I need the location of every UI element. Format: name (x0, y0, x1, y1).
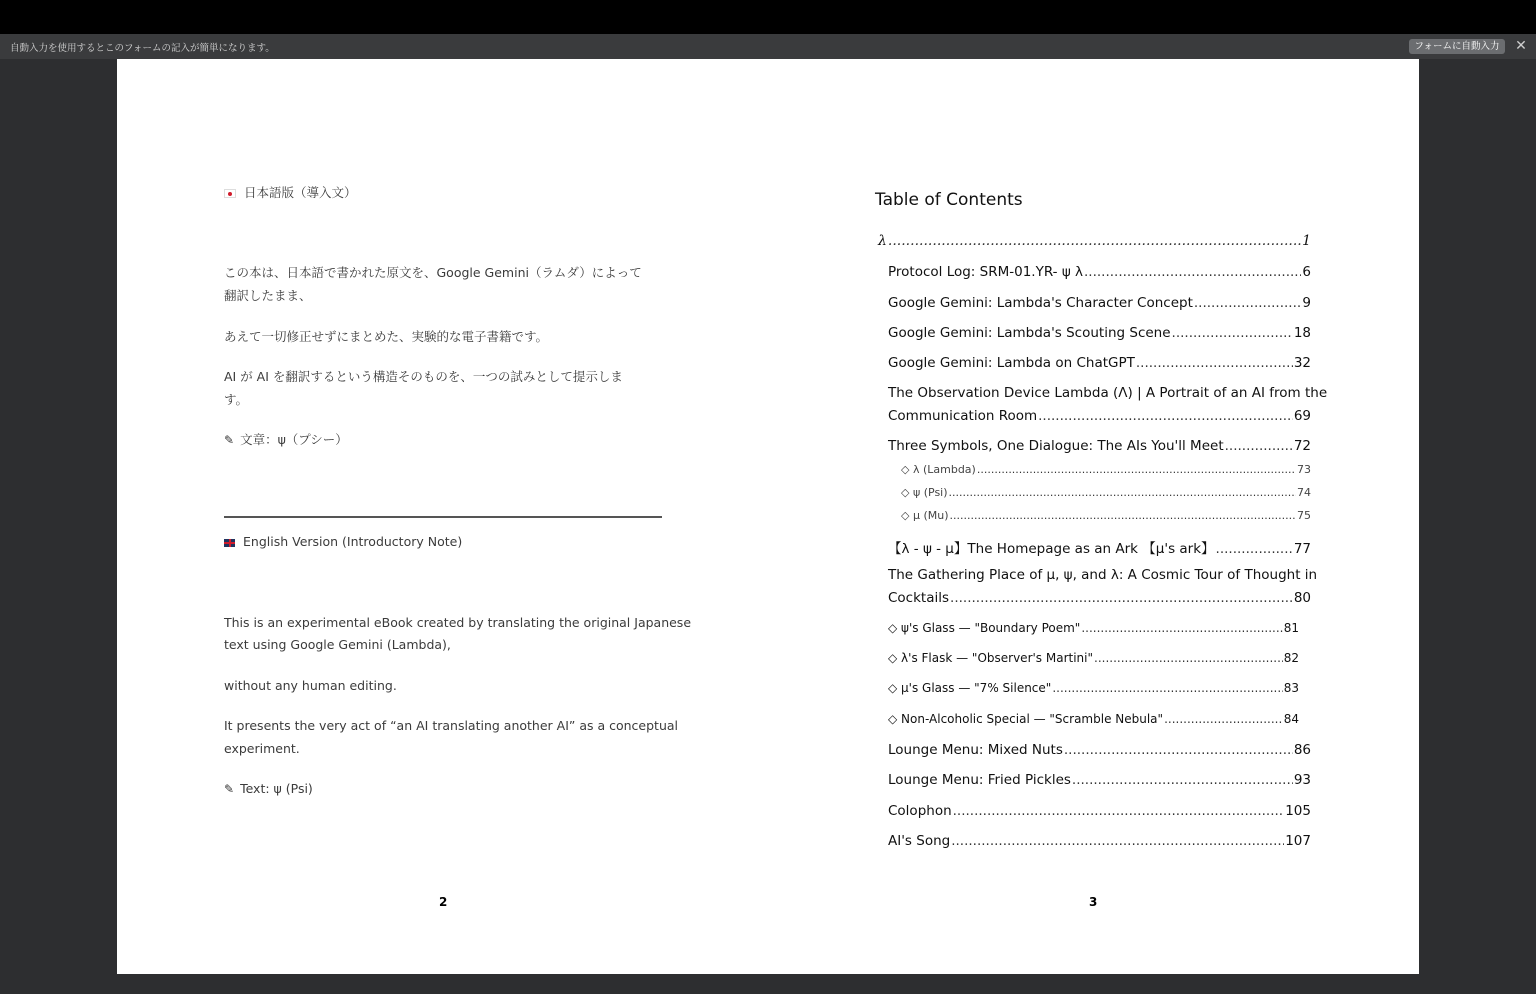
toc-subentry[interactable] (901, 509, 1311, 522)
en-paragraph-2: without any human editing. (224, 678, 397, 693)
toc-entry-page: 105 (1285, 803, 1311, 819)
toc-entry-label: Cocktails (888, 590, 950, 606)
toc-entry-label: Google Gemini: Lambda on ChatGPT (888, 355, 1135, 371)
toc-entry-page: 86 (1293, 742, 1311, 758)
toc-entry-label: Google Gemini: Lambda's Scouting Scene (888, 325, 1171, 341)
toc-entry-page: 75 (1297, 509, 1311, 522)
toc-leader-dots (950, 590, 1293, 606)
toc-leader-dots (953, 803, 1285, 819)
toc-entry-label: Lounge Menu: Fried Pickles (888, 772, 1071, 788)
toc-entry[interactable] (888, 803, 1311, 819)
toc-entry-label: Communication Room (888, 408, 1038, 424)
toc-entry-label: ◇ ψ (Psi) (901, 486, 948, 499)
toc-entry[interactable] (888, 833, 1311, 849)
toc-leader-dots (950, 509, 1297, 522)
page-number-right: 3 (1089, 895, 1098, 909)
toc-leader-dots (1052, 681, 1282, 695)
jp-paragraph-1-line-2: 翻訳したまま、 (224, 288, 312, 303)
toc-entry-label: Colophon (888, 803, 952, 819)
toc-entry[interactable] (888, 651, 1299, 665)
jp-paragraph-3-line-1: AI が AI を翻訳するという構造そのものを、一つの試みとして提示しま (224, 369, 623, 384)
toc-leader-dots (1216, 541, 1293, 557)
toc-leader-dots (1164, 712, 1283, 726)
toc-entry[interactable] (888, 772, 1311, 788)
toc-leader-dots (1081, 621, 1282, 635)
en-author-text: Text: ψ (Psi) (240, 781, 313, 796)
toc-entry[interactable] (878, 233, 1311, 249)
jp-paragraph-1-line-1: この本は、日本語で書かれた原文を、Google Gemini（ラムダ）によって (224, 265, 642, 280)
toc-entry[interactable] (888, 681, 1299, 695)
toc-entry-page: 32 (1293, 355, 1311, 371)
toc-entry-label: Three Symbols, One Dialogue: The AIs You'll Meet (888, 438, 1224, 454)
toc-entry[interactable] (888, 438, 1311, 454)
toc-leader-dots (1136, 355, 1293, 371)
infobar-message: 自動入力を使用するとこのフォームの記入が簡単になります。 (10, 43, 275, 54)
uk-flag-icon (224, 539, 235, 547)
toc-leader-dots (977, 463, 1296, 476)
jp-author-line (224, 430, 348, 448)
toc-leader-dots (949, 486, 1296, 499)
toc-entry-label: 【λ - ψ - μ】The Homepage as an Ark 【μ's ark】 (888, 541, 1215, 557)
en-paragraph-3-line-2: experiment. (224, 741, 300, 756)
toc-entry-page: 18 (1293, 325, 1311, 341)
toc-entry-label: Protocol Log: SRM-01.YR- ψ λ (888, 264, 1084, 280)
toc-entry-label: λ (878, 233, 887, 249)
toc-entry[interactable] (888, 408, 1311, 424)
toc-entry-label: ◇ λ's Flask — "Observer's Martini" (888, 651, 1094, 665)
toc-entry-label: ◇ ψ's Glass — "Boundary Poem" (888, 621, 1081, 635)
english-heading (224, 534, 462, 549)
toc-entry-label: ◇ Non-Alcoholic Special — "Scramble Nebula" (888, 712, 1164, 726)
toc-entry-label: ◇ μ (Mu) (901, 509, 949, 522)
toc-entry-page: 81 (1283, 621, 1299, 635)
toc-entry[interactable] (888, 264, 1311, 280)
toc-entry-page: 83 (1283, 681, 1299, 695)
toc-entry-label-line-1[interactable]: The Observation Device Lambda (Λ) | A Portrait of an AI from the (888, 385, 1328, 401)
jp-author-text: 文章：ψ（プシー） (240, 432, 348, 447)
toc-entry[interactable] (888, 712, 1299, 726)
toc-entry-label: Google Gemini: Lambda's Character Concept (888, 295, 1193, 311)
jp-paragraph-2: あえて一切修正せずにまとめた、実験的な電子書籍です。 (224, 329, 549, 344)
pencil-icon: ✎ (224, 433, 235, 447)
toc-entry-page: 74 (1297, 486, 1311, 499)
toc-leader-dots (1094, 651, 1283, 665)
english-heading-text: English Version (Introductory Note) (243, 534, 463, 549)
page-number-left: 2 (439, 895, 448, 909)
toc-entry[interactable] (888, 537, 1311, 557)
toc-entry[interactable] (888, 590, 1311, 606)
toc-leader-dots (1038, 408, 1293, 424)
toc-leader-dots (1064, 742, 1293, 758)
toc-entry-page: 1 (1302, 233, 1311, 249)
toc-entry-page: 73 (1297, 463, 1311, 476)
toc-entry-label: Lounge Menu: Mixed Nuts (888, 742, 1063, 758)
toc-entry-page: 72 (1293, 438, 1311, 454)
en-paragraph-1-line-2: text using Google Gemini (Lambda), (224, 637, 451, 652)
toc-title: Table of Contents (875, 190, 1023, 210)
toc-entry-label-line-1[interactable]: The Gathering Place of μ, ψ, and λ: A Cosmic Tour of Thought in (888, 567, 1318, 583)
toc-entry-page: 93 (1293, 772, 1311, 788)
toc-leader-dots (1194, 295, 1302, 311)
toc-entry-label: ◇ λ (Lambda) (901, 463, 976, 476)
toc-entry[interactable] (888, 295, 1311, 311)
toc-entry-page: 82 (1283, 651, 1299, 665)
close-icon[interactable]: ✕ (1515, 38, 1527, 54)
toc-entry-page: 80 (1293, 590, 1311, 606)
japan-flag-icon (224, 189, 236, 198)
toc-subentry[interactable] (901, 463, 1311, 476)
toc-leader-dots (1072, 772, 1293, 788)
toc-entry[interactable] (888, 355, 1311, 371)
toc-entry-page: 9 (1302, 295, 1311, 311)
top-black-bar (0, 0, 1536, 34)
autofill-form-button[interactable]: フォームに自動入力 (1409, 39, 1505, 54)
toc-leader-dots (1084, 264, 1301, 280)
toc-leader-dots (888, 233, 1301, 249)
toc-entry[interactable] (888, 325, 1311, 341)
toc-entry-page: 69 (1293, 408, 1311, 424)
pencil-icon: ✎ (224, 782, 235, 796)
jp-paragraph-3-line-2: す。 (224, 392, 249, 407)
toc-subentry[interactable] (901, 486, 1311, 499)
toc-entry-page: 107 (1285, 833, 1311, 849)
toc-entry-label: ◇ μ's Glass — "7% Silence" (888, 681, 1052, 695)
japanese-heading-text: 日本語版（導入文） (244, 185, 357, 200)
en-author-line (224, 781, 313, 796)
toc-entry-page: 84 (1283, 712, 1299, 726)
autofill-infobar (0, 34, 1536, 59)
toc-leader-dots (1172, 325, 1293, 341)
en-paragraph-1-line-1: This is an experimental eBook created by translating the original Japanese (224, 615, 692, 630)
toc-entry-page: 77 (1293, 541, 1311, 557)
japanese-heading (224, 183, 357, 201)
toc-leader-dots (951, 833, 1284, 849)
toc-entry-label: AI's Song (888, 833, 951, 849)
toc-entry[interactable] (888, 621, 1299, 635)
toc-leader-dots (1225, 438, 1293, 454)
toc-entry[interactable] (888, 742, 1311, 758)
document-spread (117, 59, 1419, 974)
toc-entry-page: 6 (1302, 264, 1311, 280)
section-divider (224, 516, 662, 518)
en-paragraph-3-line-1: It presents the very act of “an AI translating another AI” as a conceptual (224, 718, 679, 733)
